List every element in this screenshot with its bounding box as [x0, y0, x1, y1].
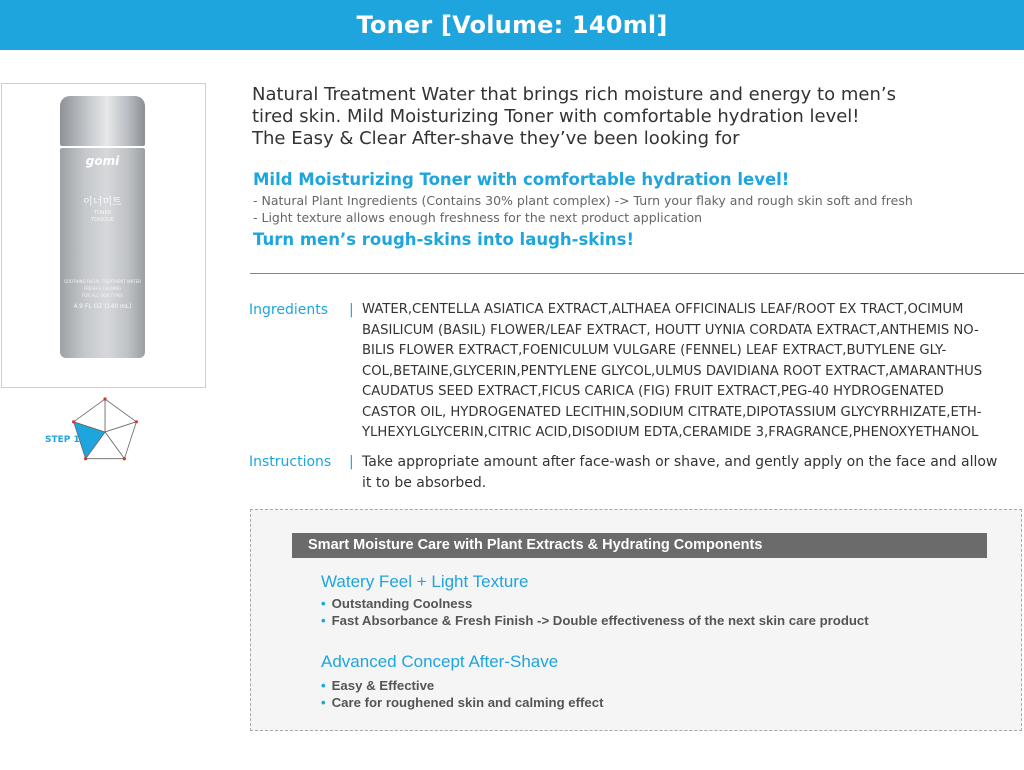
feature-heading-2: Advanced Concept After-Shave — [321, 652, 559, 671]
intro-line: tired skin. Mild Moisturizing Toner with comfortable hydration level! — [252, 106, 860, 127]
ingredients-label: Ingredients — [249, 302, 328, 318]
feature-item: • Outstanding Coolness — [321, 596, 473, 611]
ingredients-line: YLHEXYLGLYCERIN,CITRIC ACID,DISODIUM EDTA,CERAMIDE 3,FRAGRANCE,PHENOXYETHANOL — [362, 425, 979, 440]
instructions-separator: | — [349, 454, 354, 470]
bullet-dot: • — [321, 678, 326, 693]
ingredients-line: CASTOR OIL, HYDROGENATED LECITHIN,SODIUM CITRATE,DIPOTASSIUM GLYCYRRHIZATE,ETH- — [362, 404, 982, 420]
bottle-cap — [60, 96, 145, 146]
bottle-small-1: SOOTHING FACIAL TREATMENT WATER — [64, 279, 141, 284]
intro-line: The Easy & Clear After-shave they’ve been looking for — [252, 128, 740, 149]
ingredients-text — [362, 300, 982, 444]
instructions-line: Take appropriate amount after face-wash or shave, and gently apply on the face and allow — [362, 454, 998, 470]
toner-bottle — [60, 96, 145, 358]
bullet-dot: • — [321, 596, 326, 611]
bottle-name-2: TONIQUE — [91, 217, 114, 223]
pentagon-vertex — [72, 420, 75, 423]
features-bar-title: Smart Moisture Care with Plant Extracts & Hydrating Components — [292, 533, 987, 558]
ingredients-line: BASILICUM (BASIL) FLOWER/LEAF EXTRACT, HOUTT UYNIA CORDATA EXTRACT,ANTHEMIS NO- — [362, 322, 979, 338]
step-label: STEP 1 — [45, 435, 80, 445]
instructions-label: Instructions — [249, 454, 332, 470]
pentagon-vertex — [84, 457, 87, 460]
bottle-name-1: TONER — [93, 210, 112, 216]
feature-item: • Fast Absorbance & Fresh Finish -> Double effectiveness of the next skin care product — [321, 613, 869, 628]
feature-heading-1: Watery Feel + Light Texture — [321, 572, 529, 591]
intro-line: Natural Treatment Water that brings rich moisture and energy to men’s — [252, 84, 896, 105]
product-image — [1, 83, 206, 388]
page-title: Toner [Volume: 140ml] — [356, 11, 668, 39]
pentagon-vertex — [135, 420, 138, 423]
ingredients-line: BILIS FLOWER EXTRACT,FOENICULUM VULGARE (FENNEL) LEAF EXTRACT,BUTYLENE GLY- — [362, 343, 947, 358]
section-divider — [250, 273, 1024, 274]
highlight-heading-2: Turn men’s rough-skins into laugh-skins! — [253, 230, 635, 249]
header-banner — [0, 0, 1024, 50]
ingredients-line: CAUDATUS SEED EXTRACT,FICUS CARICA (FIG) FRUIT EXTRACT,PEG-40 HYDROGENATED — [362, 384, 944, 399]
pentagon-vertex — [103, 397, 106, 400]
intro-text — [252, 84, 952, 150]
pentagon-segments — [72, 397, 138, 460]
ingredients-line: COL,BETAINE,GLYCERIN,PENTYLENE GLYCOL,ULMUS DAVIDIANA ROOT EXTRACT,AMARANTHUS — [362, 363, 983, 379]
ingredients-separator: | — [349, 302, 354, 318]
feature-item: • Care for roughened skin and calming effect — [321, 695, 604, 710]
highlight-item-1: - Natural Plant Ingredients (Contains 30% plant complex) -> Turn your flaky and rough skin soft and fresh — [253, 193, 913, 208]
instructions-text — [362, 452, 997, 493]
bottle-korean-name: 이너미트 — [83, 197, 122, 208]
instructions-line: it to be absorbed. — [362, 474, 487, 491]
bottle-body — [60, 148, 145, 358]
ingredients-line: WATER,CENTELLA ASIATICA EXTRACT,ALTHAEA OFFICINALIS LEAF/ROOT EX TRACT,OCIMUM — [362, 302, 964, 317]
step-pentagon-chart — [68, 395, 142, 467]
feature-item: • Easy & Effective — [321, 678, 435, 693]
pentagon-vertex — [123, 457, 126, 460]
bullet-dot: • — [321, 613, 326, 628]
bottle-brand: gomi — [85, 154, 120, 168]
highlight-heading-1: Mild Moisturizing Toner with comfortable hydration level! — [253, 170, 790, 189]
bottle-volume: 4.9 FL OZ (140 mL) — [73, 303, 132, 310]
bullet-dot: • — [321, 695, 326, 710]
bottle-small-3: FOR ALL SKIN TYPES — [82, 293, 123, 298]
highlight-item-2: - Light texture allows enough freshness for the next product application — [253, 210, 703, 225]
bottle-small-2: FRESH & CALMING — [83, 286, 122, 291]
